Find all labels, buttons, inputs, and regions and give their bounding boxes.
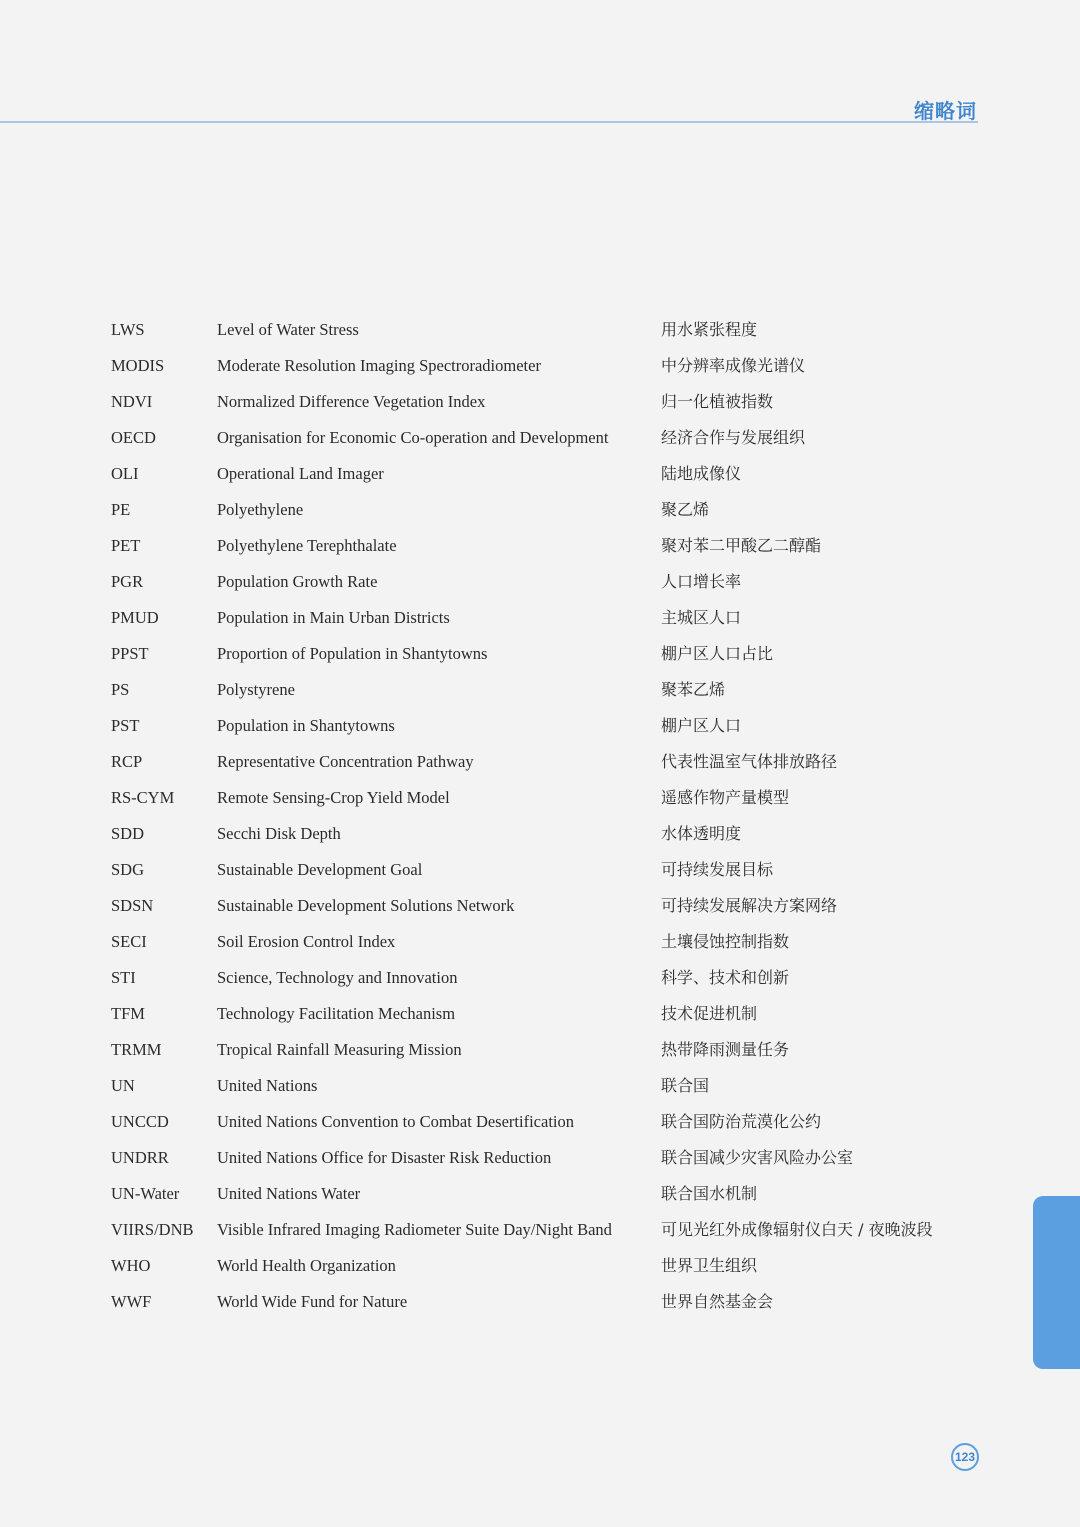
chinese-term: 联合国减少灾害风险办公室 [661,1148,854,1167]
abbreviation: PGR [111,572,144,591]
chinese-term: 热带降雨测量任务 [661,1040,790,1059]
english-term: United Nations Convention to Combat Desertification [217,1112,574,1131]
english-term: World Health Organization [217,1256,396,1275]
chinese-term: 可持续发展解决方案网络 [661,896,838,915]
english-term: Secchi Disk Depth [217,824,341,843]
side-tab [1033,1196,1080,1369]
table-row [111,564,971,600]
chinese-term: 用水紧张程度 [661,320,758,339]
table-row [111,348,971,384]
table-row [111,492,971,528]
abbreviation-table [111,312,971,1320]
abbreviation: VIIRS/DNB [111,1220,194,1239]
table-row [111,780,971,816]
abbreviation: STI [111,968,136,987]
english-term: Level of Water Stress [217,320,359,339]
abbreviation: WWF [111,1292,152,1311]
chinese-term: 联合国 [661,1076,710,1095]
abbreviation: LWS [111,320,145,339]
table-row [111,600,971,636]
chinese-term: 联合国防治荒漠化公约 [661,1112,822,1131]
english-term: Population in Main Urban Districts [217,608,450,627]
table-row [111,672,971,708]
abbreviation: UN-Water [111,1184,180,1203]
chinese-term: 主城区人口 [661,608,742,627]
chinese-term: 世界自然基金会 [661,1292,774,1311]
abbreviation: SDG [111,860,145,879]
english-term: Operational Land Imager [217,464,384,483]
abbreviation: PS [111,680,130,699]
chinese-term: 世界卫生组织 [661,1256,758,1275]
table-row [111,1032,971,1068]
chinese-term: 人口增长率 [661,572,742,591]
english-term: Polyethylene [217,500,304,519]
english-term: United Nations Office for Disaster Risk Reduction [217,1148,552,1167]
table-row [111,420,971,456]
section-title: 缩略词 [914,99,977,123]
abbreviation: PPST [111,644,149,663]
abbreviation: PET [111,536,141,555]
table-row [111,744,971,780]
table-row [111,1176,971,1212]
table-row [111,960,971,996]
english-term: World Wide Fund for Nature [217,1292,408,1311]
table-row [111,708,971,744]
table-row [111,1284,971,1320]
abbreviation: PE [111,500,131,519]
abbreviation: SDSN [111,896,154,915]
chinese-term: 可见光红外成像辐射仪白天 / 夜晚波段 [661,1220,933,1239]
table-row [111,1140,971,1176]
english-term: Visible Infrared Imaging Radiometer Suite Day/Night Band [217,1220,612,1239]
chinese-term: 归一化植被指数 [661,392,774,411]
chinese-term: 水体透明度 [661,824,742,843]
table-row [111,384,971,420]
table-row [111,924,971,960]
abbreviation: SECI [111,932,147,951]
page-number: 123 [951,1443,979,1471]
english-term: Sustainable Development Goal [217,860,423,879]
english-term: Organisation for Economic Co-operation and Development [217,428,609,447]
table-row [111,1068,971,1104]
table-row [111,312,971,348]
abbreviation: WHO [111,1256,151,1275]
table-row [111,528,971,564]
english-term: Population Growth Rate [217,572,378,591]
table-row [111,1212,971,1248]
abbreviation: UNDRR [111,1148,169,1167]
english-term: Technology Facilitation Mechanism [217,1004,456,1023]
english-term: Proportion of Population in Shantytowns [217,644,488,663]
table-row [111,1248,971,1284]
abbreviation: NDVI [111,392,153,411]
english-term: Tropical Rainfall Measuring Mission [217,1040,462,1059]
table-row [111,816,971,852]
chinese-term: 陆地成像仪 [661,464,742,483]
chinese-term: 聚苯乙烯 [661,680,726,699]
chinese-term: 联合国水机制 [661,1184,758,1203]
english-term: Moderate Resolution Imaging Spectroradiometer [217,356,541,375]
chinese-term: 棚户区人口占比 [661,644,774,663]
english-term: Representative Concentration Pathway [217,752,474,771]
chinese-term: 代表性温室气体排放路径 [661,752,838,771]
table-row [111,996,971,1032]
english-term: United Nations Water [217,1184,361,1203]
english-term: Science, Technology and Innovation [217,968,458,987]
english-term: Population in Shantytowns [217,716,395,735]
table-row [111,636,971,672]
abbreviation: RCP [111,752,143,771]
abbreviation: OECD [111,428,156,447]
abbreviation: TRMM [111,1040,162,1059]
abbreviation: SDD [111,824,145,843]
english-term: Soil Erosion Control Index [217,932,396,951]
chinese-term: 技术促进机制 [661,1004,758,1023]
table-row [111,1104,971,1140]
chinese-term: 棚户区人口 [661,716,742,735]
abbreviation: PMUD [111,608,159,627]
abbreviation: OLI [111,464,139,483]
chinese-term: 聚对苯二甲酸乙二醇酯 [661,536,822,555]
chinese-term: 经济合作与发展组织 [661,428,806,447]
chinese-term: 科学、技术和创新 [661,968,790,987]
chinese-term: 可持续发展目标 [661,860,774,879]
chinese-term: 中分辨率成像光谱仪 [661,356,806,375]
abbreviation: PST [111,716,140,735]
table-row [111,888,971,924]
chinese-term: 土壤侵蚀控制指数 [661,932,790,951]
abbreviation: MODIS [111,356,165,375]
english-term: Remote Sensing-Crop Yield Model [217,788,450,807]
header-rule [0,121,978,123]
chinese-term: 遥感作物产量模型 [661,788,790,807]
abbreviation: RS-CYM [111,788,175,807]
english-term: Sustainable Development Solutions Network [217,896,515,915]
english-term: Polyethylene Terephthalate [217,536,397,555]
abbreviation: UNCCD [111,1112,169,1131]
chinese-term: 聚乙烯 [661,500,710,519]
abbreviation: TFM [111,1004,145,1023]
abbreviation: UN [111,1076,135,1095]
table-row [111,852,971,888]
english-term: Normalized Difference Vegetation Index [217,392,486,411]
english-term: United Nations [217,1076,318,1095]
table-row [111,456,971,492]
english-term: Polystyrene [217,680,295,699]
